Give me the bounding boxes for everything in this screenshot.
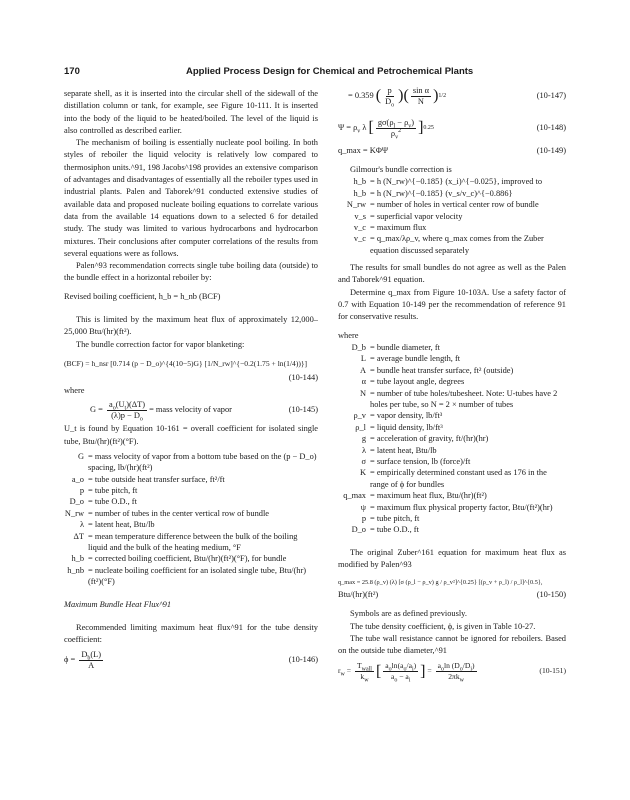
definition-row: D_o = tube O.D., ft — [351, 525, 419, 535]
equation-number: (10-148) — [536, 122, 566, 132]
equation-body: q_max = 25.8 (ρ_v) (λ) [σ (ρ_l − ρ_v) g / ρ_v²]^{0.25} [(ρ_v + ρ_l) / ρ_l]^{0.5}, — [338, 579, 543, 587]
where-label: where — [64, 385, 85, 395]
definition-row: p = tube pitch, ft — [79, 486, 138, 496]
where-label: where — [338, 330, 359, 340]
section-subheading: Maximum Bundle Heat Flux^91 — [64, 599, 172, 609]
paragraph: Palen^93 recommendation corrects single tube boiling data (outside) to the bundle effect in a horizontal reboiler by: — [64, 261, 318, 283]
paragraph: separate shell, as it is inserted into the circular shell of the sidewall of the distillation column or tank, for example, see Figure 10-111. It is inserted into the body of the liquid to be heated/boiled. The level of the liquid is also controlled as described earlier. — [64, 89, 318, 135]
equation-10-147: = 0.359 ( $\frac{p}{D_o}$ ) ( $\frac{\text{sin α}}{N}$ ) 1/2 (10-147) — [348, 85, 566, 109]
running-header: Applied Process Design for Chemical and Petrochemical Plants — [186, 66, 474, 77]
gilmour-definitions — [338, 176, 566, 256]
definition-row: p = tube pitch, ft — [361, 514, 420, 524]
equation-10-151: $r_w$ = $\frac{T_{wall}}{k_w}$ [ $\frac{a_o\ln(a_o/a_i)}{a_o - a_i}$ ] = $\frac{a_o\ln (D_o/D_i)}{2\pi k_w}$ (10-151) — [338, 661, 566, 684]
equation-10-149 — [338, 144, 566, 158]
equation-10-144 — [64, 357, 318, 371]
symbol-definitions — [338, 342, 566, 536]
definition-row: h_b = h (N_rw)^{−0.185} (x_i)^{−0.025}, improved to — [353, 177, 543, 187]
equation-number: (10-146) — [288, 655, 318, 665]
definition-row: a_o = tube outside heat transfer surface, ft²/ft — [71, 474, 225, 484]
equation-body: = mass velocity of vapor — [149, 405, 232, 415]
definition-row: N_rw = number of holes in vertical center row of bundle — [346, 200, 539, 210]
definition-row: ΔT = mean temperature difference between the bulk of the boiling liquid and the bulk of the heating medium, °F — [73, 531, 298, 553]
left-column — [64, 88, 318, 675]
definition-row: G = mass velocity of vapor from a bottom tube based on the (p − D_o) spacing, lb/(hr)(ft²) — [77, 451, 317, 473]
paragraph: Gilmour's bundle correction is — [350, 165, 452, 174]
definition-row: h_b = h (N_rw)^{−0.185} (v_s/v_c)^{−0.886} — [353, 188, 513, 198]
definition-row: D_o = tube O.D., ft — [69, 497, 137, 507]
equation-number: (10-145) — [288, 405, 318, 415]
equation-10-145: G = $\frac{a_o(U_t)(\Delta T)}{(\lambda)p - D_o}$ = mass velocity of vapor (10-145) — [90, 399, 318, 423]
page-number: 170 — [64, 66, 80, 77]
paragraph: Symbols are as defined previously. — [350, 609, 467, 619]
equation-number: (10-151) — [539, 666, 566, 676]
definition-row: h_nb = nucleate boiling coefficient for an isolated single tube, Btu/(hr)(ft²)(°F) — [67, 565, 307, 587]
paragraph: The tube wall resistance cannot be ignored for reboilers. Based on the outside tube diameter,^91 — [338, 634, 566, 656]
revised-boiling-coefficient: Revised boiling coefficient, h_b = h_nb (BCF) — [64, 291, 221, 301]
definition-row: ψ = maximum flux physical property factor, Btu/(ft²)(hr) — [360, 502, 553, 512]
definition-row: v_c = maximum flux — [353, 222, 427, 232]
definition-row: K = empirically determined constant used as 176 in the range of ϕ for bundles — [359, 468, 547, 489]
definition-row: L = average bundle length, ft — [360, 354, 461, 364]
fraction: $\frac{a_o(U_t)(\Delta T)}{(\lambda)p - D_o}$ — [108, 399, 146, 423]
paragraph: Determine q_max from Figure 10-103A. Use a safety factor of 0.7 with Equation 10-149 per the recommendation of reference 91 for conservative results. — [338, 287, 566, 322]
symbol-definitions — [64, 451, 318, 588]
equation-10-150 — [338, 577, 566, 602]
paragraph: The mechanism of boiling is essentially nucleate pool boiling. In both styles of reboiler the liquid velocity is relatively low compared to thermosiphon units.^91, 198 Jacobs^198 provides an extensive comparison of advantages and disadvantages of essentially all the reboiler types used in industrial plants. Palen and Taborek^91 conducted extensive studies of available data and proposed nucleate boiling equations to correlate various data from the available 14 equations down to a selected 6 for detailed study. The study was limited to various hydrocarbons and hydrocarbon mixtures. Their conclusions after computer correlations of the results from several equations were as follows. — [64, 138, 318, 258]
paragraph: The original Zuber^161 equation for maximum heat flux as modified by Palen^93 — [338, 547, 566, 570]
definition-row: D_b = bundle diameter, ft — [351, 342, 440, 352]
equation-10-146: ϕ = $\frac{D_b(L)}{A}$ (10-146) — [64, 650, 318, 671]
paragraph: U_t is found by Equation 10-161 = overall coefficient for isolated single tube, Btu/(hr)(ft²)(°F). — [64, 424, 318, 446]
definition-row: ρ_l = liquid density, lb/ft³ — [355, 422, 443, 432]
right-column — [338, 80, 566, 686]
equation-units: Btu/(hr)(ft²) — [338, 590, 379, 600]
paragraph: The tube density coefficient, ϕ, is given in Table 10-27. — [350, 621, 536, 631]
fraction: $\frac{D_b(L)}{A}$ — [81, 650, 102, 671]
equation-number: (10-149) — [536, 145, 566, 155]
definition-row: λ = latent heat, Btu/lb — [361, 445, 437, 455]
definition-row: σ = surface tension, lb (force)/ft — [361, 456, 471, 466]
definition-row: v_c = q_max/λρ_v, where q_max comes from the Zuber equation discussed separately — [353, 234, 544, 255]
equation-number: (10-147) — [536, 90, 566, 100]
definition-row: h_b = corrected boiling coefficient, Btu/(hr)(ft²)(°F), for bundle — [71, 554, 287, 564]
equation-body: (BCF) = h_nsr [0.714 (p − D_o)^{4(10−5)G} [1/N_rw]^{−0.2(1.75 + ln(1/4))}] — [64, 358, 308, 368]
definition-row: α = tube layout angle, degrees — [361, 377, 465, 387]
equation-number: (10-144) — [288, 372, 318, 382]
paragraph: This is limited by the maximum heat flux of approximately 12,000–25,000 Btu/(hr)(ft²). — [64, 315, 318, 337]
definition-row: A = bundle heat transfer surface, ft² (outside) — [359, 365, 514, 375]
definition-row: N_rw = number of tubes in the center vertical row of bundle — [64, 508, 270, 518]
definition-row: g = acceleration of gravity, ft/(hr)(hr) — [361, 434, 489, 444]
equation-body: q_max = KΦΨ — [338, 145, 389, 155]
paragraph: The results for small bundles do not agree as well as the Palen and Taborek^91 equation. — [338, 263, 566, 285]
definition-row: v_s = superficial vapor velocity — [354, 211, 463, 221]
paragraph: The bundle correction factor for vapor blanketing: — [76, 339, 245, 349]
definition-row: q_max = maximum heat flux, Btu/(hr)(ft²) — [343, 491, 487, 501]
definition-row: N = number of tube holes/tubesheet. Note: U-tubes have 2 holes per tube, so N = 2 × number of tubes — [359, 388, 558, 409]
definition-row: ρ_v = vapor density, lb/ft³ — [353, 411, 443, 421]
equation-number: (10-150) — [536, 590, 566, 600]
equation-10-148: $\Psi = \rho_v$ λ [ $\frac{g\sigma(\rho_l - \rho_v)}{\rho_v^2}$ ] 0.25 (10-148) — [338, 117, 566, 141]
paragraph: Recommended limiting maximum heat flux^91 for the tube density coefficient: — [64, 623, 318, 645]
definition-row: λ = latent heat, Btu/lb — [79, 520, 155, 530]
